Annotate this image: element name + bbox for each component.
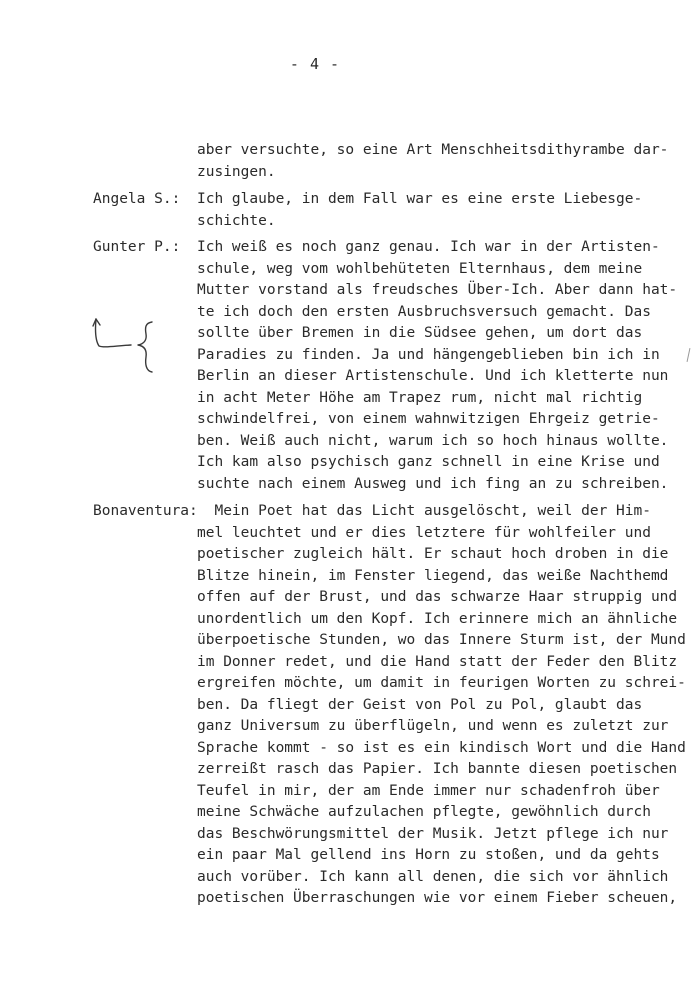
text-line: mel leuchtet und er dies letztere für wohlfeiler und (197, 524, 651, 541)
text-line: poetischen Überraschungen wie vor einem Fieber scheuen, (197, 890, 678, 906)
text-line: aber versuchte, so eine Art Menschheitsdithyrambe dar- (197, 142, 669, 158)
text-line: Teufel in mir, der am Ende immer nur schadenfroh über (197, 782, 660, 799)
text-line: ganz Universum zu überflügeln, und wenn es zuletzt zur (197, 718, 669, 734)
text-line: zerreißt rasch das Papier. Ich bannte diesen poetischen (197, 761, 678, 777)
text-line: unordentlich um den Kopf. Ich erinnere mich an ähnliche (197, 610, 678, 627)
text-line: meine Schwäche aufzulachen pflegte, gewöhnlich durch (197, 804, 651, 820)
text-line: schwindelfrei, von einem wahnwitzigen Ehrgeiz getrie- (197, 411, 660, 427)
speaker-label: Angela S.: (93, 191, 181, 207)
text-line: ben. Weiß auch nicht, warum ich so hoch hinaus wollte. (197, 432, 669, 449)
text-line: schichte. (197, 212, 276, 229)
text-line: te ich doch den ersten Ausbruchsversuch gemacht. Das (197, 303, 651, 320)
text-line: Ich glaube, in dem Fall war es eine erste Liebesge- (197, 191, 643, 207)
text-line: Berlin an dieser Artistenschule. Und ich kletterte nun (197, 368, 669, 384)
page-number: - 4 - (289, 55, 341, 73)
text-line: Mutter vorstand als freudsches Über-Ich. Aber dann hat- (197, 282, 678, 298)
text-line: ein paar Mal gellend ins Horn zu stoßen, und da gehts (197, 847, 660, 863)
dialogue-text (197, 501, 697, 910)
arrow-brace-icon (86, 316, 166, 376)
text-line: Paradies zu finden. Ja und hängengeblieben bin ich in (197, 346, 660, 363)
text-line: sollte über Bremen in die Südsee gehen, um dort das (197, 325, 643, 341)
text-line: ergreifen möchte, um damit in feurigen Worten zu schrei- (197, 675, 686, 691)
text-line: im Donner redet, und die Hand statt der Feder den Blitz (197, 653, 678, 670)
text-line: suchte nach einem Ausweg und ich fing an zu schreiben. (197, 475, 669, 492)
text-line: poetischer zugleich hält. Er schaut hoch droben in die (197, 546, 669, 562)
text-line: Ich kam also psychisch ganz schnell in eine Krise und (197, 454, 660, 470)
text-line: Ich weiß es noch ganz genau. Ich war in der Artisten- (197, 239, 660, 255)
dialogue-text (197, 189, 697, 232)
dialogue-text (197, 140, 697, 183)
text-line: Sprache kommt - so ist es ein kindisch Wort und die Hand (197, 739, 686, 756)
speaker-label: Gunter P.: (93, 239, 181, 255)
text-line: Blitze hinein, im Fenster liegend, das weiße Nachthemd (197, 567, 669, 584)
text-line: das Beschwörungsmittel der Musik. Jetzt pflege ich nur (197, 825, 669, 842)
text-line: ben. Da fliegt der Geist von Pol zu Pol, glaubt das (197, 696, 643, 713)
text-line: Mein Poet hat das Licht ausgelöscht, weil der Him- (197, 503, 651, 519)
text-line: schule, weg vom wohlbehüteten Elternhaus, dem meine (197, 260, 643, 277)
text-line: auch vorüber. Ich kann all denen, die sich vor ähnlich (197, 868, 669, 885)
text-line: überpoetische Stunden, wo das Innere Sturm ist, der Mund (197, 632, 686, 648)
speaker-label: Bonaventura: (93, 503, 198, 519)
text-line: zusingen. (197, 163, 276, 180)
text-line: offen auf der Brust, und das schwarze Haar struppig und (197, 589, 678, 605)
handwritten-arrow-brace-mark (86, 316, 166, 380)
text-line: in acht Meter Höhe am Trapez rum, nicht mal richtig (197, 389, 643, 406)
dialogue-text (197, 237, 697, 495)
